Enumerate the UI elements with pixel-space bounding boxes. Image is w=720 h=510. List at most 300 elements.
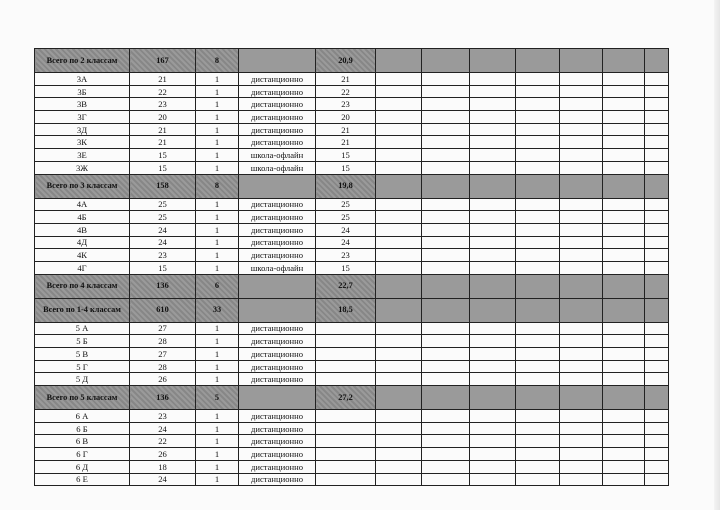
- classes-count-cell: 8: [196, 174, 239, 198]
- empty-cell: [470, 211, 516, 224]
- empty-cell: [603, 49, 645, 73]
- empty-cell: [560, 373, 603, 386]
- table-row: [35, 211, 669, 224]
- empty-cell: [516, 136, 560, 149]
- table-row: [35, 111, 669, 124]
- average-cell: 24: [316, 236, 376, 249]
- empty-cell: [516, 149, 560, 162]
- empty-cell: [603, 435, 645, 448]
- empty-cell: [422, 98, 470, 111]
- empty-cell: [645, 373, 669, 386]
- empty-cell: [645, 274, 669, 298]
- table-row: [35, 410, 669, 423]
- empty-cell: [603, 136, 645, 149]
- empty-cell: [645, 136, 669, 149]
- table-row: [35, 322, 669, 335]
- empty-cell: [470, 85, 516, 98]
- empty-cell: [645, 410, 669, 423]
- empty-cell: [422, 274, 470, 298]
- class-name-cell: 4К: [35, 249, 130, 262]
- empty-cell: [516, 373, 560, 386]
- empty-cell: [603, 274, 645, 298]
- empty-cell: [516, 473, 560, 486]
- empty-cell: [376, 111, 422, 124]
- empty-cell: [516, 448, 560, 461]
- empty-cell: [516, 161, 560, 174]
- students-count-cell: 21: [130, 123, 196, 136]
- class-name-cell: 4Б: [35, 211, 130, 224]
- empty-cell: [376, 123, 422, 136]
- table-row: [35, 73, 669, 86]
- students-count-cell: 23: [130, 410, 196, 423]
- students-count-cell: 27: [130, 348, 196, 361]
- empty-cell: [645, 322, 669, 335]
- empty-cell: [645, 298, 669, 322]
- learning-mode-cell: дистанционно: [239, 373, 316, 386]
- empty-cell: [645, 85, 669, 98]
- empty-cell: [560, 410, 603, 423]
- table-row: [35, 335, 669, 348]
- class-name-cell: 5 В: [35, 348, 130, 361]
- average-cell: 21: [316, 73, 376, 86]
- table-row: [35, 448, 669, 461]
- average-cell: 23: [316, 98, 376, 111]
- empty-cell: [422, 236, 470, 249]
- empty-cell: [422, 473, 470, 486]
- empty-cell: [603, 211, 645, 224]
- empty-cell: [376, 373, 422, 386]
- empty-cell: [645, 360, 669, 373]
- empty-cell: [376, 360, 422, 373]
- students-count-cell: 24: [130, 223, 196, 236]
- empty-cell: [560, 236, 603, 249]
- table-row: [35, 161, 669, 174]
- learning-mode-cell: дистанционно: [239, 136, 316, 149]
- table-row: [35, 373, 669, 386]
- table-row: [35, 249, 669, 262]
- students-count-cell: 15: [130, 261, 196, 274]
- empty-cell: [422, 198, 470, 211]
- average-cell: 15: [316, 261, 376, 274]
- empty-cell: [560, 111, 603, 124]
- classes-count-cell: 1: [196, 98, 239, 111]
- learning-mode-cell: школа-офлайн: [239, 161, 316, 174]
- learning-mode-cell: дистанционно: [239, 360, 316, 373]
- classes-count-cell: 1: [196, 422, 239, 435]
- empty-cell: [645, 149, 669, 162]
- learning-mode-cell: дистанционно: [239, 460, 316, 473]
- average-cell: [316, 435, 376, 448]
- empty-cell: [422, 211, 470, 224]
- classes-count-cell: 1: [196, 198, 239, 211]
- empty-cell: [470, 236, 516, 249]
- empty-cell: [422, 348, 470, 361]
- classes-count-cell: 1: [196, 149, 239, 162]
- empty-cell: [470, 435, 516, 448]
- empty-cell: [603, 360, 645, 373]
- class-name-cell: 5 А: [35, 322, 130, 335]
- empty-cell: [376, 335, 422, 348]
- students-count-cell: 21: [130, 73, 196, 86]
- learning-mode-cell: дистанционно: [239, 335, 316, 348]
- table-row: [35, 198, 669, 211]
- class-name-cell: 6 Д: [35, 460, 130, 473]
- students-count-cell: 26: [130, 373, 196, 386]
- learning-mode-cell: [239, 49, 316, 73]
- empty-cell: [516, 73, 560, 86]
- learning-mode-cell: дистанционно: [239, 249, 316, 262]
- empty-cell: [422, 360, 470, 373]
- learning-mode-cell: [239, 386, 316, 410]
- empty-cell: [560, 298, 603, 322]
- empty-cell: [560, 422, 603, 435]
- learning-mode-cell: [239, 298, 316, 322]
- empty-cell: [516, 236, 560, 249]
- empty-cell: [603, 149, 645, 162]
- class-name-cell: 4В: [35, 223, 130, 236]
- empty-cell: [422, 435, 470, 448]
- class-name-cell: 3Д: [35, 123, 130, 136]
- empty-cell: [603, 161, 645, 174]
- empty-cell: [560, 274, 603, 298]
- empty-cell: [422, 149, 470, 162]
- class-name-cell: 5 Г: [35, 360, 130, 373]
- empty-cell: [470, 298, 516, 322]
- students-count-cell: 15: [130, 161, 196, 174]
- students-count-cell: 167: [130, 49, 196, 73]
- empty-cell: [645, 386, 669, 410]
- empty-cell: [376, 161, 422, 174]
- empty-cell: [422, 448, 470, 461]
- empty-cell: [422, 136, 470, 149]
- empty-cell: [560, 335, 603, 348]
- classes-count-cell: 1: [196, 136, 239, 149]
- empty-cell: [470, 161, 516, 174]
- table-row: [35, 348, 669, 361]
- table-row: [35, 422, 669, 435]
- empty-cell: [603, 422, 645, 435]
- empty-cell: [470, 422, 516, 435]
- learning-mode-cell: дистанционно: [239, 473, 316, 486]
- classes-count-cell: 1: [196, 261, 239, 274]
- empty-cell: [422, 322, 470, 335]
- average-cell: [316, 360, 376, 373]
- empty-cell: [603, 111, 645, 124]
- learning-mode-cell: дистанционно: [239, 211, 316, 224]
- average-cell: [316, 373, 376, 386]
- empty-cell: [376, 460, 422, 473]
- empty-cell: [376, 149, 422, 162]
- empty-cell: [470, 198, 516, 211]
- empty-cell: [376, 98, 422, 111]
- classes-count-cell: 1: [196, 410, 239, 423]
- class-name-cell: 6 Е: [35, 473, 130, 486]
- class-name-cell: Всего по 5 классам: [35, 386, 130, 410]
- class-name-cell: 3К: [35, 136, 130, 149]
- empty-cell: [603, 460, 645, 473]
- empty-cell: [516, 335, 560, 348]
- average-cell: 18,5: [316, 298, 376, 322]
- students-count-cell: 24: [130, 422, 196, 435]
- students-count-cell: 22: [130, 85, 196, 98]
- empty-cell: [376, 174, 422, 198]
- empty-cell: [516, 223, 560, 236]
- empty-cell: [516, 249, 560, 262]
- empty-cell: [645, 223, 669, 236]
- classes-count-cell: 1: [196, 249, 239, 262]
- classes-count-cell: 1: [196, 448, 239, 461]
- empty-cell: [560, 136, 603, 149]
- class-name-cell: 6 А: [35, 410, 130, 423]
- classes-count-cell: 1: [196, 322, 239, 335]
- empty-cell: [376, 198, 422, 211]
- empty-cell: [422, 298, 470, 322]
- empty-cell: [560, 473, 603, 486]
- empty-cell: [470, 249, 516, 262]
- empty-cell: [376, 348, 422, 361]
- average-cell: 20: [316, 111, 376, 124]
- class-name-cell: Всего по 1-4 классам: [35, 298, 130, 322]
- students-count-cell: 24: [130, 473, 196, 486]
- students-count-cell: 28: [130, 360, 196, 373]
- table-row: [35, 236, 669, 249]
- classes-count-cell: 1: [196, 236, 239, 249]
- empty-cell: [470, 73, 516, 86]
- learning-mode-cell: дистанционно: [239, 236, 316, 249]
- empty-cell: [603, 386, 645, 410]
- table-row: [35, 136, 669, 149]
- empty-cell: [376, 422, 422, 435]
- empty-cell: [470, 410, 516, 423]
- empty-cell: [645, 161, 669, 174]
- students-count-cell: 28: [130, 335, 196, 348]
- classes-count-cell: 1: [196, 460, 239, 473]
- empty-cell: [603, 236, 645, 249]
- empty-cell: [470, 348, 516, 361]
- average-cell: 25: [316, 211, 376, 224]
- empty-cell: [516, 111, 560, 124]
- empty-cell: [560, 49, 603, 73]
- empty-cell: [376, 211, 422, 224]
- empty-cell: [422, 85, 470, 98]
- learning-mode-cell: дистанционно: [239, 123, 316, 136]
- empty-cell: [376, 223, 422, 236]
- students-count-cell: 18: [130, 460, 196, 473]
- empty-cell: [470, 123, 516, 136]
- empty-cell: [645, 435, 669, 448]
- empty-cell: [645, 460, 669, 473]
- students-count-cell: 22: [130, 435, 196, 448]
- empty-cell: [516, 422, 560, 435]
- empty-cell: [516, 274, 560, 298]
- students-count-cell: 136: [130, 274, 196, 298]
- class-name-cell: Всего по 3 классам: [35, 174, 130, 198]
- empty-cell: [422, 111, 470, 124]
- empty-cell: [560, 261, 603, 274]
- empty-cell: [422, 386, 470, 410]
- students-count-cell: 15: [130, 149, 196, 162]
- learning-mode-cell: [239, 274, 316, 298]
- students-count-cell: 610: [130, 298, 196, 322]
- average-cell: 25: [316, 198, 376, 211]
- empty-cell: [560, 386, 603, 410]
- empty-cell: [422, 161, 470, 174]
- empty-cell: [645, 174, 669, 198]
- empty-cell: [516, 211, 560, 224]
- learning-mode-cell: дистанционно: [239, 98, 316, 111]
- empty-cell: [422, 223, 470, 236]
- average-cell: 15: [316, 161, 376, 174]
- empty-cell: [560, 223, 603, 236]
- empty-cell: [376, 410, 422, 423]
- class-name-cell: 4Г: [35, 261, 130, 274]
- empty-cell: [376, 448, 422, 461]
- class-name-cell: 3Е: [35, 149, 130, 162]
- empty-cell: [560, 174, 603, 198]
- empty-cell: [560, 460, 603, 473]
- empty-cell: [422, 123, 470, 136]
- empty-cell: [376, 73, 422, 86]
- class-name-cell: 4А: [35, 198, 130, 211]
- empty-cell: [603, 298, 645, 322]
- empty-cell: [560, 73, 603, 86]
- empty-cell: [603, 98, 645, 111]
- empty-cell: [603, 198, 645, 211]
- empty-cell: [603, 223, 645, 236]
- table-row: [35, 85, 669, 98]
- average-cell: 27,2: [316, 386, 376, 410]
- students-count-cell: 26: [130, 448, 196, 461]
- learning-mode-cell: дистанционно: [239, 85, 316, 98]
- students-count-cell: 23: [130, 98, 196, 111]
- empty-cell: [516, 85, 560, 98]
- empty-cell: [645, 261, 669, 274]
- empty-cell: [376, 274, 422, 298]
- empty-cell: [470, 322, 516, 335]
- average-cell: [316, 422, 376, 435]
- classes-count-cell: 1: [196, 473, 239, 486]
- total-row: [35, 274, 669, 298]
- average-cell: 15: [316, 149, 376, 162]
- students-count-cell: 158: [130, 174, 196, 198]
- empty-cell: [560, 448, 603, 461]
- empty-cell: [516, 410, 560, 423]
- empty-cell: [603, 410, 645, 423]
- empty-cell: [560, 85, 603, 98]
- empty-cell: [560, 360, 603, 373]
- classes-count-cell: 1: [196, 85, 239, 98]
- empty-cell: [603, 249, 645, 262]
- average-cell: 21: [316, 123, 376, 136]
- learning-mode-cell: дистанционно: [239, 223, 316, 236]
- empty-cell: [603, 322, 645, 335]
- empty-cell: [422, 373, 470, 386]
- classes-count-cell: 33: [196, 298, 239, 322]
- class-name-cell: Всего по 2 классам: [35, 49, 130, 73]
- empty-cell: [516, 174, 560, 198]
- empty-cell: [645, 236, 669, 249]
- empty-cell: [645, 211, 669, 224]
- class-name-cell: 5 Б: [35, 335, 130, 348]
- empty-cell: [422, 410, 470, 423]
- classes-count-cell: 1: [196, 348, 239, 361]
- class-name-cell: 3А: [35, 73, 130, 86]
- classes-count-cell: 1: [196, 73, 239, 86]
- empty-cell: [376, 85, 422, 98]
- empty-cell: [422, 422, 470, 435]
- class-name-cell: 3Ж: [35, 161, 130, 174]
- empty-cell: [645, 198, 669, 211]
- empty-cell: [560, 98, 603, 111]
- empty-cell: [645, 73, 669, 86]
- learning-mode-cell: дистанционно: [239, 422, 316, 435]
- empty-cell: [645, 348, 669, 361]
- empty-cell: [603, 348, 645, 361]
- average-cell: [316, 335, 376, 348]
- average-cell: [316, 322, 376, 335]
- empty-cell: [560, 249, 603, 262]
- empty-cell: [560, 348, 603, 361]
- class-name-cell: Всего по 4 классам: [35, 274, 130, 298]
- empty-cell: [376, 236, 422, 249]
- empty-cell: [470, 335, 516, 348]
- table-row: [35, 123, 669, 136]
- average-cell: [316, 473, 376, 486]
- empty-cell: [645, 111, 669, 124]
- empty-cell: [516, 386, 560, 410]
- class-name-cell: 5 Д: [35, 373, 130, 386]
- classes-count-cell: 1: [196, 360, 239, 373]
- empty-cell: [516, 298, 560, 322]
- empty-cell: [376, 49, 422, 73]
- learning-mode-cell: дистанционно: [239, 322, 316, 335]
- students-count-cell: 21: [130, 136, 196, 149]
- class-name-cell: 6 Б: [35, 422, 130, 435]
- average-cell: [316, 410, 376, 423]
- empty-cell: [560, 211, 603, 224]
- empty-cell: [470, 149, 516, 162]
- empty-cell: [376, 136, 422, 149]
- empty-cell: [645, 448, 669, 461]
- empty-cell: [645, 422, 669, 435]
- empty-cell: [376, 435, 422, 448]
- empty-cell: [645, 473, 669, 486]
- class-name-cell: 6 В: [35, 435, 130, 448]
- empty-cell: [470, 111, 516, 124]
- empty-cell: [516, 198, 560, 211]
- empty-cell: [470, 460, 516, 473]
- learning-mode-cell: дистанционно: [239, 448, 316, 461]
- table-row: [35, 435, 669, 448]
- empty-cell: [516, 322, 560, 335]
- empty-cell: [470, 360, 516, 373]
- empty-cell: [422, 49, 470, 73]
- learning-mode-cell: дистанционно: [239, 410, 316, 423]
- students-count-cell: 24: [130, 236, 196, 249]
- learning-mode-cell: дистанционно: [239, 435, 316, 448]
- classes-count-cell: 5: [196, 386, 239, 410]
- classes-count-cell: 1: [196, 373, 239, 386]
- empty-cell: [516, 123, 560, 136]
- empty-cell: [470, 261, 516, 274]
- empty-cell: [422, 73, 470, 86]
- average-cell: 19,8: [316, 174, 376, 198]
- empty-cell: [470, 473, 516, 486]
- empty-cell: [422, 249, 470, 262]
- empty-cell: [603, 335, 645, 348]
- empty-cell: [560, 322, 603, 335]
- students-count-cell: 20: [130, 111, 196, 124]
